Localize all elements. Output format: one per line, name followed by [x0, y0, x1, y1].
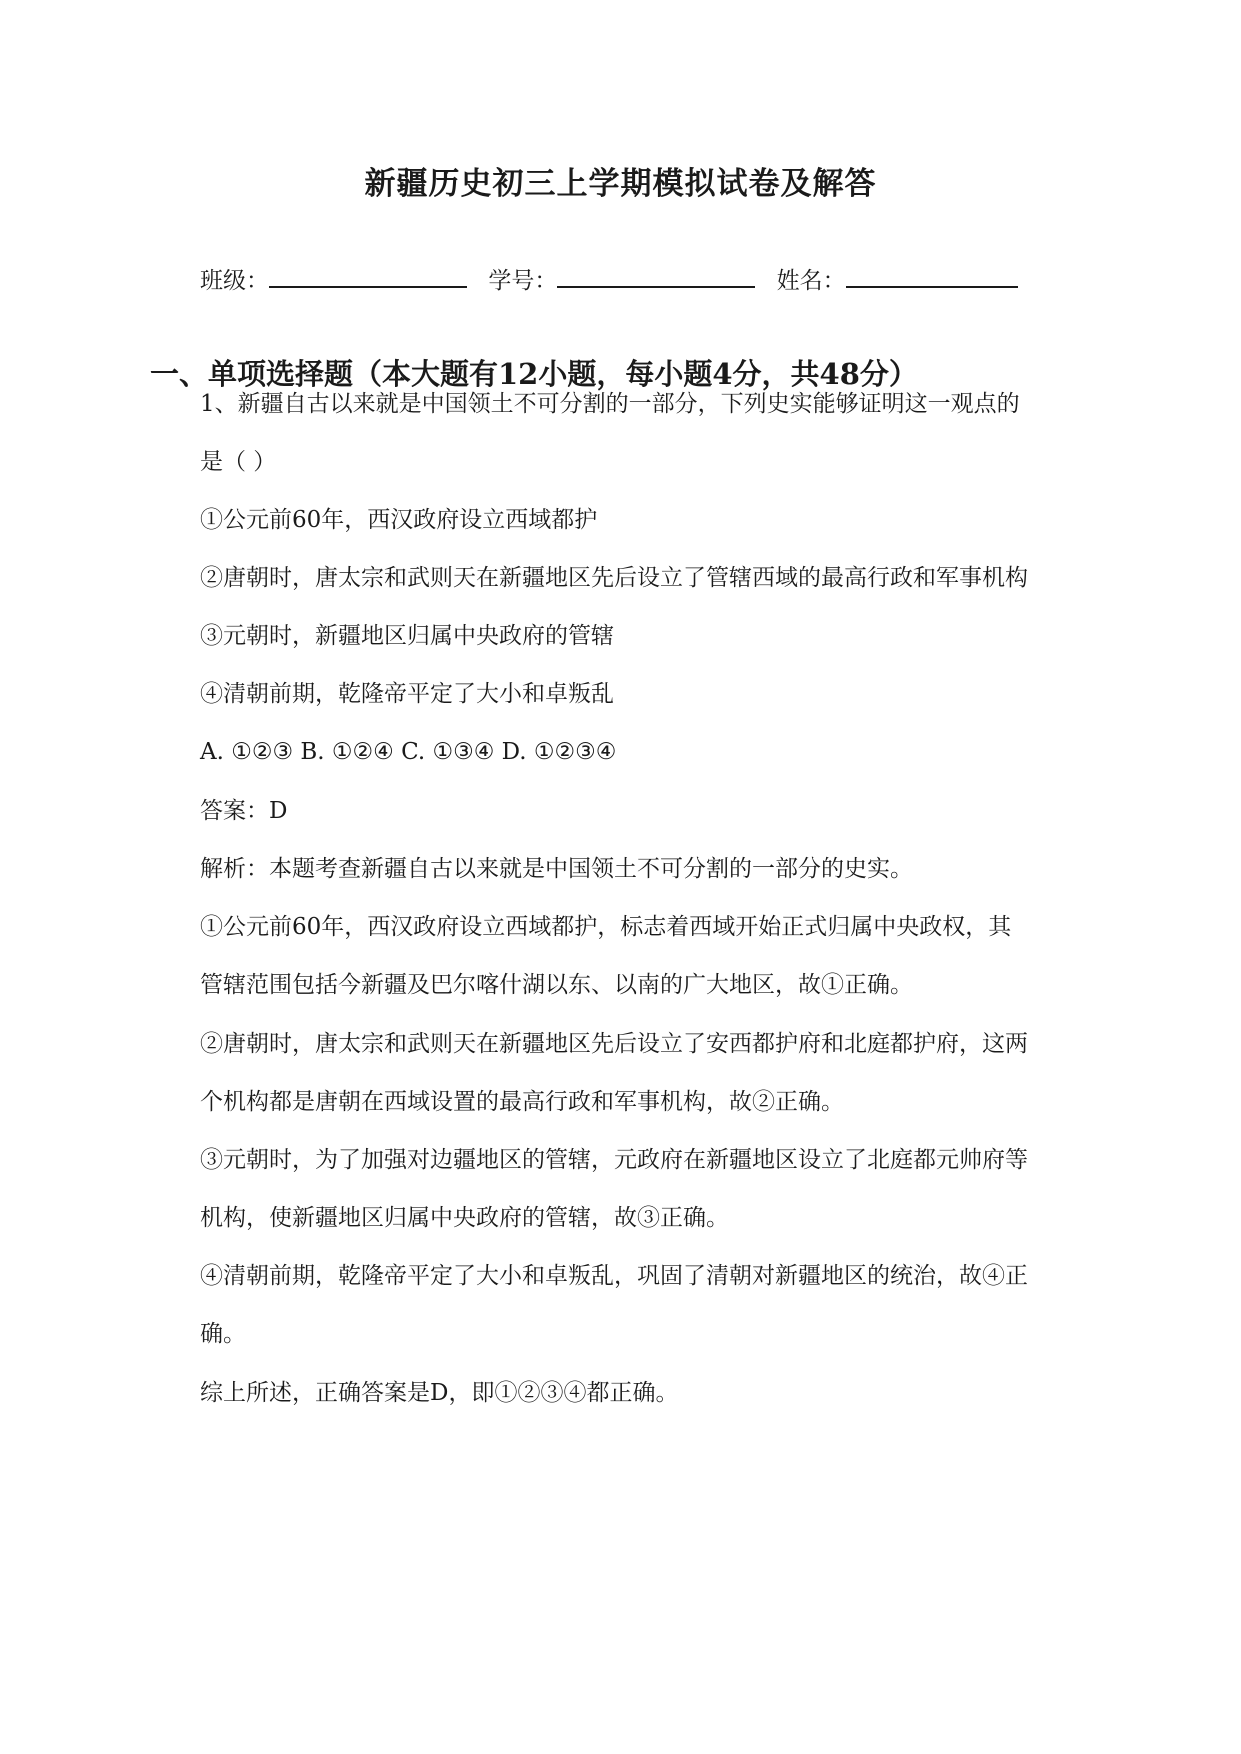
question-stem-line-1: 1、新疆自古以来就是中国领土不可分割的一部分，下列史实能够证明这一观点的: [200, 391, 1020, 417]
student-id-blank[interactable]: [557, 264, 755, 288]
student-id-label: 学号：: [488, 268, 558, 294]
analysis-line-5: ③元朝时，为了加强对边疆地区的管辖，元政府在新疆地区设立了北庭都元帅府等: [200, 1147, 1028, 1173]
answer-options: A. ①②③ B. ①②④ C. ①③④ D. ①②③④: [200, 739, 617, 765]
statement-1: ①公元前60年，西汉政府设立西域都护: [200, 507, 598, 533]
analysis-line-4: 个机构都是唐朝在西域设置的最高行政和军事机构，故②正确。: [200, 1089, 844, 1115]
analysis-line-8: 确。: [200, 1321, 246, 1347]
student-info-row: [200, 262, 1032, 295]
section-heading: 一、单项选择题（本大题有12小题，每小题4分，共48分）: [150, 357, 918, 391]
answer-line: 答案：D: [200, 798, 288, 824]
analysis-line-1: ①公元前60年，西汉政府设立西域都护，标志着西域开始正式归属中央政权，其: [200, 914, 1012, 940]
statement-3: ③元朝时，新疆地区归属中央政府的管辖: [200, 623, 614, 649]
analysis-intro: 解析：本题考查新疆自古以来就是中国领土不可分割的一部分的史实。: [200, 856, 913, 882]
name-blank[interactable]: [846, 264, 1018, 288]
conclusion-line: 综上所述，正确答案是D，即①②③④都正确。: [200, 1380, 679, 1406]
analysis-line-3: ②唐朝时，唐太宗和武则天在新疆地区先后设立了安西都护府和北庭都护府，这两: [200, 1031, 1028, 1057]
class-blank[interactable]: [269, 264, 467, 288]
analysis-line-2: 管辖范围包括今新疆及巴尔喀什湖以东、以南的广大地区，故①正确。: [200, 972, 913, 998]
question-stem-line-2: 是（ ）: [200, 449, 277, 475]
class-label: 班级：: [200, 268, 269, 294]
statement-4: ④清朝前期，乾隆帝平定了大小和卓叛乱: [200, 681, 614, 707]
name-label: 姓名：: [776, 268, 846, 294]
statement-2: ②唐朝时，唐太宗和武则天在新疆地区先后设立了管辖西域的最高行政和军事机构: [200, 565, 1028, 591]
analysis-line-6: 机构，使新疆地区归属中央政府的管辖，故③正确。: [200, 1205, 729, 1231]
document-title: 新疆历史初三上学期模拟试卷及解答: [364, 166, 877, 202]
analysis-line-7: ④清朝前期，乾隆帝平定了大小和卓叛乱，巩固了清朝对新疆地区的统治，故④正: [200, 1263, 1028, 1289]
